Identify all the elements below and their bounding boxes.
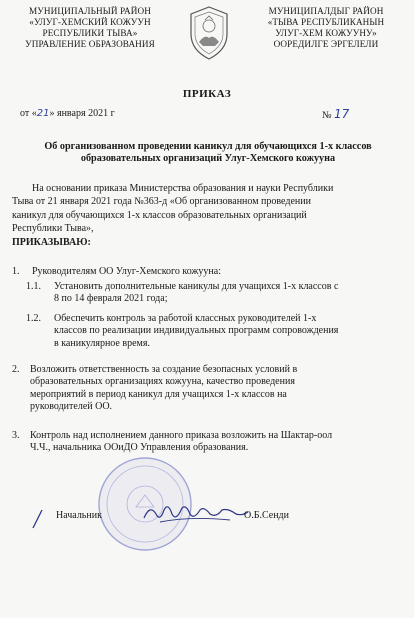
header-left-line: МУНИЦИПАЛЬНЫЙ РАЙОН bbox=[29, 6, 151, 16]
item-text-line: классов по реализации индивидуальных программ сопровождения bbox=[54, 325, 339, 337]
header-left-russian bbox=[10, 6, 170, 50]
item-text-line: Обеспечить контроль за работой классных руководителей 1-х bbox=[54, 313, 317, 324]
item-number: 1. bbox=[12, 266, 20, 277]
header-right-line: ООРЕДИЛГЕ ЭРГЕЛЕЛИ bbox=[273, 39, 379, 49]
signatory-name: О.Б.Сенди bbox=[244, 510, 289, 521]
header-right-line: «ТЫВА РЕСПУБЛИКАНЫН bbox=[267, 17, 385, 27]
item-text-line: Возложить ответственность за создание безопасных условий в bbox=[30, 364, 298, 375]
title-line: Об организованном проведении каникул для обучающихся 1-х классов bbox=[44, 141, 372, 152]
title-line: образовательных организаций Улуг-Хемского кожууна bbox=[80, 153, 336, 164]
header-right-line: УЛУГ-ХЕМ КОЖУУНУ» bbox=[275, 28, 377, 38]
tuva-coat-of-arms-emblem bbox=[185, 4, 233, 62]
basis-last-line bbox=[12, 222, 404, 249]
header-right-line: МУНИЦИПАЛДЫГ РАЙОН bbox=[268, 6, 384, 16]
item-text-line: образовательных организациях кожууна, качество проведения bbox=[30, 376, 295, 388]
date-suffix: » января 2021 г bbox=[49, 108, 115, 119]
basis-line: каникул для обучающихся 1-х классов образовательных организаций bbox=[12, 209, 307, 221]
header-left-line: УПРАВЛЕНИЕ ОБРАЗОВАНИЯ bbox=[25, 39, 155, 49]
basis-line: На основании приказа Министерства образования и науки Республики bbox=[32, 183, 334, 194]
basis-line: Республики Тыва», bbox=[12, 223, 94, 235]
item-number: 3. bbox=[12, 430, 20, 441]
order-number bbox=[322, 107, 349, 121]
signatory-title: Начальник bbox=[56, 510, 102, 521]
header-right-tuvan bbox=[246, 6, 406, 50]
item-text-line: руководителей ОО. bbox=[30, 401, 113, 413]
basis-paragraph bbox=[12, 182, 404, 249]
item-number: 1.2. bbox=[26, 313, 41, 324]
item-text-line: Руководителям ОО Улуг-Хемского кожууна: bbox=[32, 266, 221, 277]
item-text-line: Ч.Ч., начальника ООиДО Управления образования. bbox=[30, 442, 249, 454]
number-prefix: № bbox=[322, 110, 332, 121]
basis-line: Тыва от 21 января 2021 года №363-д «Об организованном проведении bbox=[12, 196, 311, 208]
document-type-heading: ПРИКАЗ bbox=[182, 88, 232, 100]
header-left-line: «УЛУГ-ХЕМСКИЙ КОЖУУН bbox=[29, 17, 151, 27]
item-text-line: 8 по 14 февраля 2021 года; bbox=[54, 293, 168, 305]
item-text-line: мероприятий в период каникул для учащихся 1-х классов на bbox=[30, 388, 287, 400]
order-title bbox=[16, 141, 400, 165]
item-number: 1.1. bbox=[26, 281, 41, 292]
header-left-line: РЕСПУБЛИКИ ТЫВА» bbox=[42, 28, 138, 38]
item-text-line: Контроль над исполнением данного приказа возложить на Шактар-оол bbox=[30, 430, 333, 441]
item-number: 2. bbox=[12, 364, 20, 375]
handwritten-signature bbox=[140, 496, 252, 528]
handwritten-mark-icon bbox=[30, 508, 46, 530]
number-handwritten: 17 bbox=[334, 107, 350, 121]
command-word: ПРИКАЗЫВАЮ: bbox=[12, 236, 91, 248]
order-date bbox=[20, 108, 115, 119]
item-text-line: в каникулярное время. bbox=[54, 337, 150, 349]
item-text-line: Установить дополнительные каникулы для учащихся 1-х классов с bbox=[54, 281, 339, 292]
date-day-handwritten: 21 bbox=[36, 108, 50, 119]
date-prefix: от « bbox=[20, 108, 37, 119]
